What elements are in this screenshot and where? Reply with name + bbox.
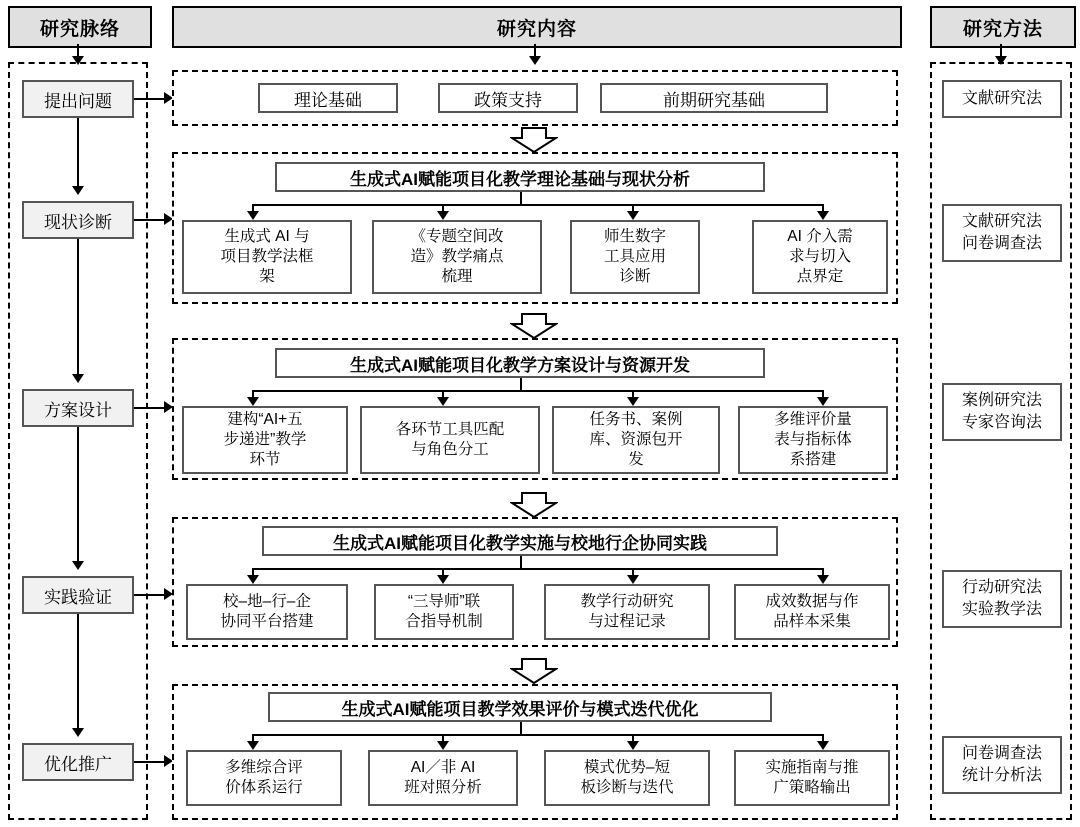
band-4-leaf-3[interactable] <box>544 750 710 806</box>
band-2-title[interactable] <box>275 348 765 378</box>
method-box-4[interactable] <box>942 570 1062 628</box>
method-label-3-1: 专家咨询法 <box>961 414 1042 431</box>
band-2-leaf-2[interactable] <box>360 406 540 474</box>
row1-item-3[interactable] <box>600 83 828 113</box>
band-1-leaf-2-line-3: 梳理 <box>441 268 473 286</box>
band-4-leaf-1-line-1: 多维综合评 <box>225 758 303 776</box>
band-4-bus <box>252 734 822 736</box>
block-arrow-2-icon <box>510 313 558 339</box>
band-3-trunk <box>520 556 522 568</box>
band-1-leaf-2-line-2: 造》教学痛点 <box>410 247 504 265</box>
band-4-leaf-2-line-1: AI／非 AI <box>410 758 476 776</box>
right-column-container <box>930 62 1072 820</box>
method-label-1-0: 文献研究法 <box>961 90 1042 108</box>
stage-arrow-3-4-icon <box>72 561 84 570</box>
band-4-leaf-1-line-2: 价体系运行 <box>225 779 303 796</box>
stage-box-5[interactable] <box>22 743 134 781</box>
band-3-leaf-1-line-1: 校–地–行–企 <box>223 592 311 610</box>
band-4-trunk <box>520 722 522 734</box>
band-4-leaf-4-line-2: 广策略输出 <box>773 779 851 796</box>
method-box-5[interactable] <box>942 736 1062 794</box>
band-3-leaf-1[interactable] <box>186 584 348 640</box>
band-2-arrow-3-icon <box>627 397 639 406</box>
link-stage2-to-band1 <box>134 219 166 221</box>
method-label-4-0: 行动研究法 <box>961 579 1042 597</box>
header-center-label: 研究内容 <box>496 18 577 40</box>
band-2-leaf-3-line-3: 发 <box>628 451 644 469</box>
band-4-arrow-3-icon <box>627 741 639 750</box>
stage-label-1: 提出问题 <box>44 91 112 111</box>
band-2-trunk <box>520 378 522 390</box>
band-4-leaf-3-line-1: 模式优势–短 <box>583 758 671 776</box>
row1-item-3-label: 前期研究基础 <box>663 90 765 110</box>
band-1-leaf-4-line-1: AI 介入需 <box>787 227 853 245</box>
method-label-5-0: 问卷调查法 <box>961 745 1042 763</box>
band-1-leaf-4-line-2: 求与切入 <box>788 247 851 265</box>
band-1-leaf-2[interactable] <box>372 220 542 294</box>
row1-item-1[interactable] <box>258 83 398 113</box>
band-1-leaf-1[interactable] <box>182 220 352 294</box>
band-4-leaf-4-line-1: 实施指南与推 <box>765 758 859 776</box>
band-3-leaf-2[interactable] <box>374 584 514 640</box>
stage-label-2: 现状诊断 <box>44 212 112 232</box>
band-3-leaf-3[interactable] <box>544 584 710 640</box>
band-1-arrow-3-icon <box>627 211 639 220</box>
band-2-leaf-1[interactable] <box>182 406 348 474</box>
band-2-leaf-3-line-2: 库、资源包开 <box>589 430 683 448</box>
band-2-leaf-1-line-2: 步递进”教学 <box>223 430 307 448</box>
band-4-arrow-2-icon <box>437 741 449 750</box>
band-2-leaf-4[interactable] <box>738 406 888 474</box>
band-3-leaf-2-line-2: 合指导机制 <box>405 613 483 630</box>
band-1-trunk <box>520 192 522 204</box>
band-4-title-label: 生成式AI赋能项目教学效果评价与模式迭代优化 <box>341 699 699 719</box>
header-left <box>8 6 152 48</box>
stage-label-3: 方案设计 <box>44 400 112 420</box>
band-1-bus <box>252 204 822 206</box>
link-stage1-to-row1 <box>134 98 166 100</box>
band-3-title-label: 生成式AI赋能项目化教学实施与校地行企协同实践 <box>333 533 707 553</box>
stage-connector-4-5 <box>77 614 79 729</box>
stage-arrow-4-5-icon <box>72 728 84 737</box>
band-1-leaf-1-line-3: 架 <box>259 268 275 286</box>
stage-connector-1-2 <box>77 118 79 187</box>
band-2-leaf-1-line-3: 环节 <box>249 451 281 469</box>
band-1-leaf-2-line-1: 《专题空间改 <box>410 227 504 245</box>
band-4-leaf-1[interactable] <box>186 750 342 806</box>
band-4-leaf-2-line-2: 班对照分析 <box>404 779 482 796</box>
band-3-arrow-1-icon <box>247 575 259 584</box>
band-3-bus <box>252 568 822 570</box>
band-2-title-label: 生成式AI赋能项目化教学方案设计与资源开发 <box>350 355 690 375</box>
method-label-5-1: 统计分析法 <box>961 767 1042 784</box>
row1-item-2-label: 政策支持 <box>474 90 542 110</box>
row1-item-1-label: 理论基础 <box>294 90 362 110</box>
stage-arrow-2-3-icon <box>72 374 84 383</box>
band-1-leaf-3-line-2: 工具应用 <box>603 247 666 265</box>
band-4-arrow-1-icon <box>247 741 259 750</box>
band-3-leaf-2-line-1: “三导师”联 <box>407 592 481 610</box>
band-3-leaf-4-line-1: 成效数据与作 <box>765 592 859 610</box>
band-4-leaf-3-line-2: 板诊断与迭代 <box>580 779 674 796</box>
link-stage4-to-band3 <box>134 594 166 596</box>
band-2-leaf-3-line-1: 任务书、案例 <box>589 410 683 428</box>
band-4-arrow-4-icon <box>817 741 829 750</box>
band-3-leaf-4[interactable] <box>734 584 890 640</box>
stage-arrow-1-2-icon <box>72 186 84 195</box>
stage-label-4: 实践验证 <box>44 587 112 607</box>
band-1-leaf-4-line-3: 点界定 <box>796 268 844 286</box>
band-3-leaf-4-line-2: 品样本采集 <box>773 613 851 630</box>
band-2-leaf-4-line-2: 表与指标体 <box>774 430 852 448</box>
header-center <box>172 6 902 48</box>
link-stage5-to-band4 <box>134 761 166 763</box>
band-3-leaf-3-line-1: 教学行动研究 <box>580 592 674 610</box>
header-right <box>930 6 1076 48</box>
stage-connector-2-3 <box>77 239 79 375</box>
band-4-leaf-4[interactable] <box>734 750 890 806</box>
header-left-label: 研究脉络 <box>39 18 120 40</box>
block-arrow-4-icon <box>510 658 558 684</box>
band-2-leaf-4-line-3: 系搭建 <box>789 451 837 469</box>
stage-box-3[interactable] <box>22 389 134 427</box>
band-2-arrow-2-icon <box>437 397 449 406</box>
band-3-arrow-4-icon <box>817 575 829 584</box>
band-3-arrow-2-icon <box>437 575 449 584</box>
stage-label-5: 优化推广 <box>44 754 112 774</box>
band-2-leaf-2-line-1: 各环节工具匹配 <box>395 420 505 438</box>
band-2-leaf-3[interactable] <box>552 406 720 474</box>
stage-box-2[interactable] <box>22 201 134 239</box>
band-3-leaf-3-line-2: 与过程记录 <box>588 613 666 630</box>
block-arrow-3-icon <box>510 492 558 518</box>
band-2-arrow-1-icon <box>247 397 259 406</box>
band-3-title[interactable] <box>262 526 778 556</box>
method-label-3-0: 案例研究法 <box>961 392 1042 410</box>
method-label-2-1: 问卷调查法 <box>961 235 1042 252</box>
stage-box-1[interactable] <box>22 80 134 118</box>
band-3-leaf-1-line-2: 协同平台搭建 <box>220 613 314 630</box>
band-1-leaf-3-line-1: 师生数字 <box>603 227 666 245</box>
band-1-title[interactable] <box>275 162 765 192</box>
band-3-arrow-3-icon <box>627 575 639 584</box>
band-1-leaf-4[interactable] <box>752 220 888 294</box>
band-1-arrow-1-icon <box>247 211 259 220</box>
header-center-arrow-icon <box>529 56 541 65</box>
band-4-leaf-2[interactable] <box>368 750 518 806</box>
band-2-leaf-2-line-2: 与角色分工 <box>411 441 489 458</box>
link-stage3-to-band2 <box>134 407 166 409</box>
band-1-leaf-1-line-2: 项目教学法框 <box>220 247 314 265</box>
band-1-leaf-3-line-3: 诊断 <box>619 268 651 286</box>
band-2-bus <box>252 390 822 392</box>
band-2-leaf-4-line-1: 多维评价量 <box>774 410 852 428</box>
band-4-title[interactable] <box>268 692 772 722</box>
stage-connector-3-4 <box>77 427 79 562</box>
method-box-1[interactable] <box>942 80 1062 118</box>
band-2-leaf-1-line-1: 建构“AI+五 <box>227 410 303 428</box>
band-1-title-label: 生成式AI赋能项目化教学理论基础与现状分析 <box>350 169 690 189</box>
method-label-4-1: 实验教学法 <box>961 601 1042 618</box>
block-arrow-1-icon <box>510 127 558 153</box>
band-1-arrow-4-icon <box>817 211 829 220</box>
method-label-2-0: 文献研究法 <box>961 213 1042 231</box>
band-2-arrow-4-icon <box>817 397 829 406</box>
band-1-arrow-2-icon <box>437 211 449 220</box>
header-right-label: 研究方法 <box>962 18 1043 40</box>
method-box-2[interactable] <box>942 204 1062 262</box>
row1-item-2[interactable] <box>438 83 578 113</box>
band-1-leaf-1-line-1: 生成式 AI 与 <box>224 227 310 245</box>
band-1-leaf-3[interactable] <box>570 220 700 294</box>
method-box-3[interactable] <box>942 383 1062 441</box>
stage-box-4[interactable] <box>22 576 134 614</box>
